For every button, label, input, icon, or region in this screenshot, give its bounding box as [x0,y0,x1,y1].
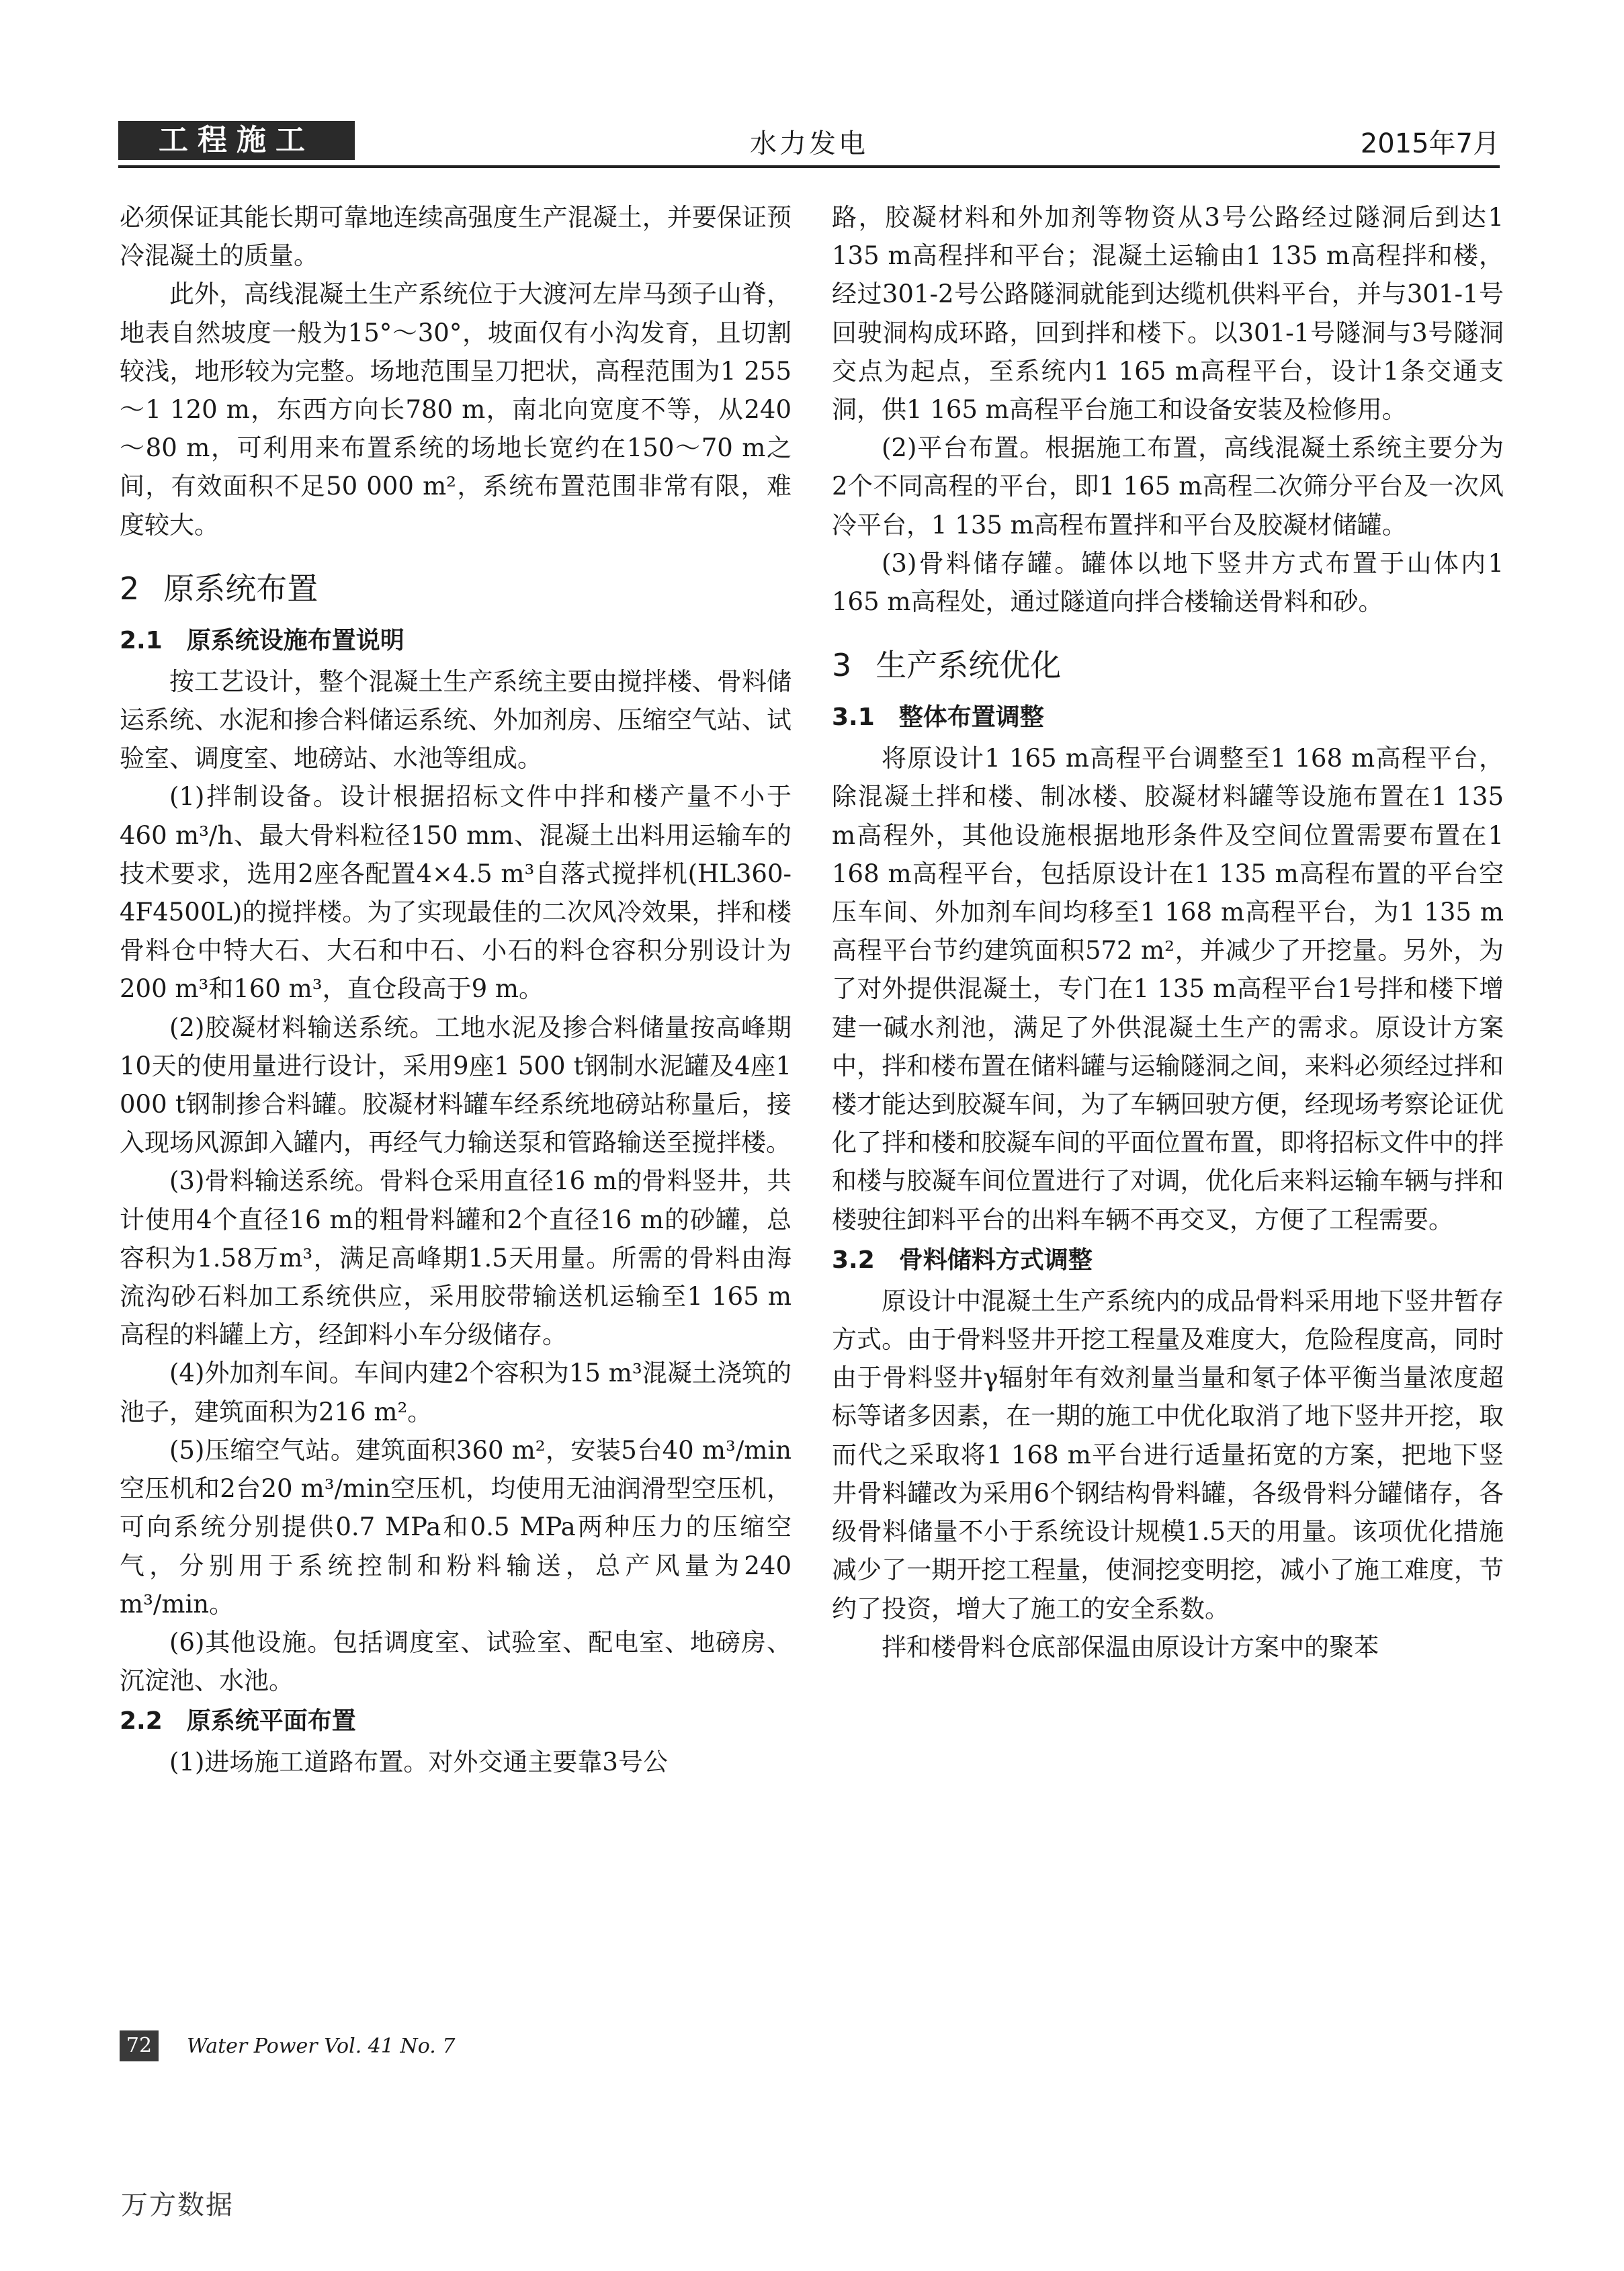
paragraph: (1)拌制设备。设计根据招标文件中拌和楼产量不小于460 m³/h、最大骨料粒径150 mm、混凝土出料用运输车的技术要求，选用2座各配置4×4.5 m³自落式搅拌机(HL360-4F4500L)的搅拌楼。为了实现最佳的二次风冷效果，拌和楼骨料仓中特大石、大石和中石、小石的料仓容积分别设计为200 m³和160 m³，直仓段高于9 m。 [120,782,792,1004]
subsection-title: 骨料储料方式调整 [898,1246,1093,1274]
paragraph: 此外，高线混凝土生产系统位于大渡河左岸马颈子山脊，地表自然坡度一般为15°～30°，坡面仅有小沟发育，且切割较浅，地形较为完整。场地范围呈刀把状，高程范围为1 255～1 120 m，东西方向长780 m，南北向宽度不等，从240～80 m，可利用来布置系统的场地长宽约在150～70 m之间，有效面积不足50 000 m²，系统布置范围非常有限，难度较大。 [120,280,792,540]
subsection-number: 2.1 [120,626,163,654]
paragraph: 将原设计1 165 m高程平台调整至1 168 m高程平台，除混凝土拌和楼、制冰楼、胶凝材料罐等设施布置在1 135 m高程外，其他设施根据地形条件及空间位置需要布置在1 168 m高程平台，包括原设计在1 135 m高程布置的平台空压车间、外加剂车间均移至1 168 m高程平台，为1 135 m高程平台节约建筑面积572 m²，并减少了开挖量。另外，为了对外提供混凝土，专门在1 135 m高程平台1号拌和楼下增建一碱水剂池，满足了外供混凝土生产的需求。原设计方案中，拌和楼布置在储料罐与运输隧洞之间，来料必须经过拌和楼才能达到胶凝车间，为了车辆回驶方便，经现场考察论证优化了拌和楼和胶凝车间的平面位置布置，即将招标文件中的拌和楼与胶凝车间位置进行了对调，优化后来料运输车辆与拌和楼驶往卸料平台的出料车辆不再交叉，方便了工程需要。 [832,744,1504,1234]
subsection-number: 2.2 [120,1707,163,1736]
section-number: 3 [832,647,852,684]
subsection-heading [832,1243,1504,1278]
paragraph: (3)骨料输送系统。骨料仓采用直径16 m的骨料竖井，共计使用4个直径16 m的粗骨料罐和2个直径16 m的砂罐，总容积为1.58万m³，满足高峰期1.5天用量。所需的骨料由海流沟砂石料加工系统供应，采用胶带输送机运输至1 165 m高程的料罐上方，经卸料小车分级储存。 [120,1166,792,1350]
subsection-heading [120,624,792,658]
section-heading [120,568,792,609]
paragraph: 按工艺设计，整个混凝土生产系统主要由搅拌楼、骨料储运系统、水泥和掺合料储运系统、外加剂房、压缩空气站、试验室、调度室、地磅站、水池等组成。 [120,667,792,773]
subsection-title: 原系统设施布置说明 [186,626,404,654]
right-column [832,198,1504,1666]
journal-info: Water Power Vol. 41 No. 7 [187,2034,456,2058]
section-heading [832,645,1504,685]
issue-date: 2015年7月 [1360,128,1500,159]
paragraph: (2)胶凝材料输送系统。工地水泥及掺合料储量按高峰期10天的使用量进行设计，采用9座1 500 t钢制水泥罐及4座1 000 t钢制掺合料罐。胶凝材料罐车经系统地磅站称量后，接入现场风源卸入罐内，再经气力输送泵和管路输送至搅拌楼。 [120,1013,792,1158]
subsection-number: 3.1 [832,703,875,732]
paragraph: (3)骨料储存罐。罐体以地下竖井方式布置于山体内1 165 m高程处，通过隧道向拌合楼输送骨料和砂。 [832,548,1504,617]
paragraph: (4)外加剂车间。车间内建2个容积为15 m³混凝土浇筑的池子，建筑面积为216 m²。 [120,1359,792,1426]
subsection-heading [120,1704,792,1739]
paragraph: (1)进场施工道路布置。对外交通主要靠3号公 [169,1748,668,1777]
paragraph: 必须保证其能长期可靠地连续高强度生产混凝土，并要保证预冷混凝土的质量。 [120,203,792,271]
subsection-title: 整体布置调整 [898,703,1044,732]
left-column [120,198,792,1782]
journal-name: 水力发电 [750,128,868,159]
subsection-heading [832,700,1504,735]
paragraph: 原设计中混凝土生产系统内的成品骨料采用地下竖井暂存方式。由于骨料竖井开挖工程量及难度大，危险程度高，同时由于骨料竖井γ辐射年有效剂量当量和氡子体平衡当量浓度超标等诸多因素，在一期的施工中优化取消了地下竖井开挖，取而代之采取将1 168 m平台进行适量拓宽的方案，把地下竖井骨料罐改为采用6个钢结构骨料罐，各级骨料分罐储存，各级骨料储量不小于系统设计规模1.5天的用量。该项优化措施减少了一期开挖工程量，使洞挖变明挖，减小了施工难度，节约了投资，增大了施工的安全系数。 [832,1286,1504,1623]
paragraph: 路，胶凝材料和外加剂等物资从3号公路经过隧洞后到达1 135 m高程拌和平台；混凝土运输由1 135 m高程拌和楼，经过301-2号公路隧洞就能到达缆机供料平台，并与301-1号回驶洞构成环路，回到拌和楼下。以301-1号隧洞与3号隧洞交点为起点，至系统内1 165 m高程平台，设计1条交通支洞，供1 165 m高程平台施工和设备安装及检修用。 [832,203,1504,425]
section-number: 2 [120,570,140,607]
section-label: 工程施工 [118,121,355,160]
subsection-number: 3.2 [832,1246,875,1274]
paragraph: (5)压缩空气站。建筑面积360 m²，安装5台40 m³/min空压机和2台20 m³/min空压机，均使用无油润滑型空压机，可向系统分别提供0.7 MPa和0.5 MPa两种压力的压缩空气，分别用于系统控制和粉料输送，总产风量为240 m³/min。 [120,1435,792,1619]
paragraph: (2)平台布置。根据施工布置，高线混凝土系统主要分为2个不同高程的平台，即1 165 m高程二次筛分平台及一次风冷平台，1 135 m高程布置拌和平台及胶凝材储罐。 [832,433,1504,540]
page-header [118,120,1500,161]
paragraph: (6)其他设施。包括调度室、试验室、配电室、地磅房、沉淀池、水池。 [120,1627,792,1696]
subsection-title: 原系统平面布置 [186,1707,356,1736]
section-title: 生产系统优化 [875,647,1062,684]
watermark: 万方数据 [121,2190,234,2221]
paragraph: 拌和楼骨料仓底部保温由原设计方案中的聚苯 [882,1632,1379,1662]
page-number: 72 [120,2030,159,2061]
section-title: 原系统布置 [163,570,318,607]
header-rule [118,165,1500,168]
